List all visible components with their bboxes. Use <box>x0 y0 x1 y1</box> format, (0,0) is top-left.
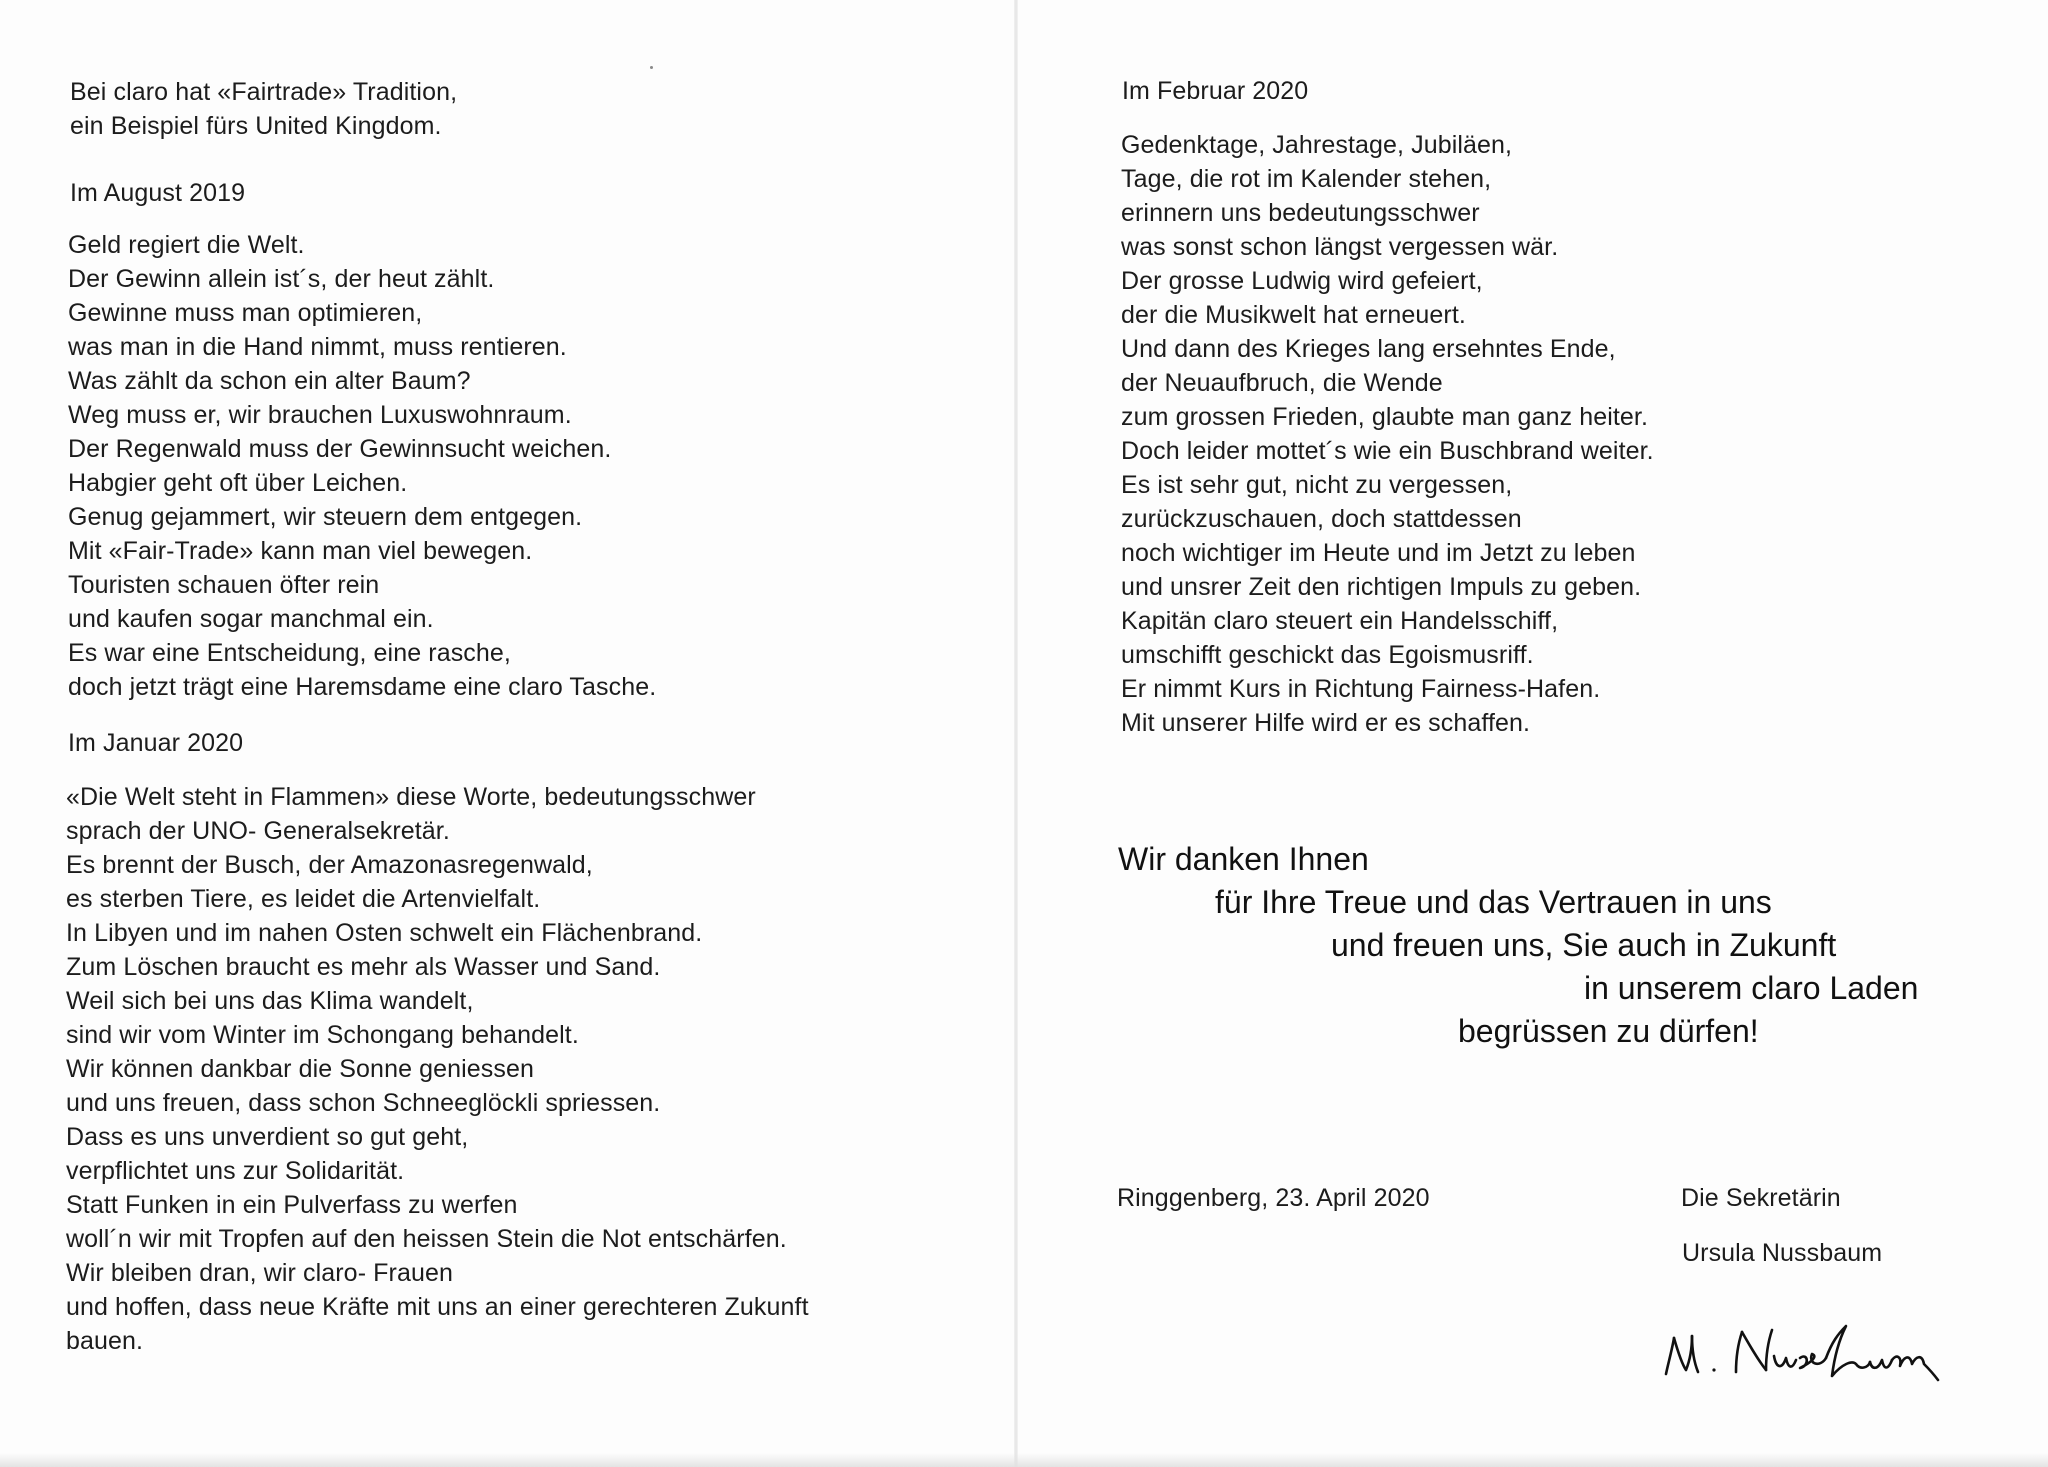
poem-line: erinnern uns bedeutungsschwer <box>1121 199 1480 227</box>
poem-line: Mit «Fair-Trade» kann man viel bewegen. <box>68 537 533 565</box>
poem-line: der Neuaufbruch, die Wende <box>1121 369 1443 397</box>
poem-line: woll´n wir mit Tropfen auf den heissen Stein die Not entschärfen. <box>66 1225 787 1253</box>
poem-line: Habgier geht oft über Leichen. <box>68 469 408 497</box>
poem-line: Gedenktage, Jahrestage, Jubiläen, <box>1121 131 1513 159</box>
intro-line: Bei claro hat «Fairtrade» Tradition, <box>70 78 458 106</box>
poem-line: Gewinne muss man optimieren, <box>68 299 423 327</box>
section-heading-januar: Im Januar 2020 <box>68 729 244 757</box>
section-heading-februar: Im Februar 2020 <box>1122 77 1309 105</box>
poem-line: Es brennt der Busch, der Amazonasregenwald, <box>66 851 593 879</box>
poem-line: Weg muss er, wir brauchen Luxuswohnraum. <box>68 401 572 429</box>
scan-edge-shadow <box>0 1453 2048 1467</box>
poem-line: zurückzuschauen, doch stattdessen <box>1121 505 1522 533</box>
poem-line: In Libyen und im nahen Osten schwelt ein Flächenbrand. <box>66 919 703 947</box>
poem-line: Es ist sehr gut, nicht zu vergessen, <box>1121 471 1513 499</box>
thanks-line: begrüssen zu dürfen! <box>1458 1013 1759 1049</box>
handwritten-signature <box>1662 1308 1962 1386</box>
poem-line: was man in die Hand nimmt, muss rentieren. <box>68 333 567 361</box>
thanks-line: in unserem claro Laden <box>1584 970 1919 1006</box>
poem-line: und unsrer Zeit den richtigen Impuls zu geben. <box>1121 573 1642 601</box>
poem-line: Genug gejammert, wir steuern dem entgegen. <box>68 503 583 531</box>
poem-line: Tage, die rot im Kalender stehen, <box>1121 165 1492 193</box>
poem-line: Kapitän claro steuert ein Handelsschiff, <box>1121 607 1559 635</box>
signer-role: Die Sekretärin <box>1681 1184 1841 1212</box>
poem-line: Der grosse Ludwig wird gefeiert, <box>1121 267 1483 295</box>
section-heading-august: Im August 2019 <box>70 179 246 207</box>
thanks-line: und freuen uns, Sie auch in Zukunft <box>1331 927 1837 963</box>
poem-line: es sterben Tiere, es leidet die Artenvielfalt. <box>66 885 541 913</box>
poem-line: Der Regenwald muss der Gewinnsucht weichen. <box>68 435 612 463</box>
poem-line: Doch leider mottet´s wie ein Buschbrand weiter. <box>1121 437 1654 465</box>
poem-line: Der Gewinn allein ist´s, der heut zählt. <box>68 265 495 293</box>
signer-name: Ursula Nussbaum <box>1682 1239 1883 1267</box>
poem-line: Er nimmt Kurs in Richtung Fairness-Hafen. <box>1121 675 1601 703</box>
poem-line: Geld regiert die Welt. <box>68 231 305 259</box>
poem-line: noch wichtiger im Heute und im Jetzt zu leben <box>1121 539 1636 567</box>
poem-line: zum grossen Frieden, glaubte man ganz heiter. <box>1121 403 1649 431</box>
poem-line: und uns freuen, dass schon Schneeglöckli spriessen. <box>66 1089 661 1117</box>
poem-line: und kaufen sogar manchmal ein. <box>68 605 434 633</box>
thanks-line: Wir danken Ihnen <box>1118 841 1369 877</box>
poem-line: Es war eine Entscheidung, eine rasche, <box>68 639 511 667</box>
poem-line: «Die Welt steht in Flammen» diese Worte, bedeutungsschwer <box>66 783 756 811</box>
poem-line: Touristen schauen öfter rein <box>68 571 380 599</box>
poem-line: Weil sich bei uns das Klima wandelt, <box>66 987 474 1015</box>
poem-line: sprach der UNO- Generalsekretär. <box>66 817 450 845</box>
poem-line: sind wir vom Winter im Schongang behandelt. <box>66 1021 579 1049</box>
thanks-line: für Ihre Treue und das Vertrauen in uns <box>1215 884 1772 920</box>
poem-line: Zum Löschen braucht es mehr als Wasser und Sand. <box>66 953 661 981</box>
poem-line: umschifft geschickt das Egoismusriff. <box>1121 641 1534 669</box>
poem-line: was sonst schon längst vergessen wär. <box>1121 233 1559 261</box>
poem-line: Dass es uns unverdient so gut geht, <box>66 1123 469 1151</box>
intro-line: ein Beispiel fürs United Kingdom. <box>70 112 442 140</box>
poem-line: Wir bleiben dran, wir claro- Frauen <box>66 1259 453 1287</box>
poem-line: und hoffen, dass neue Kräfte mit uns an einer gerechteren Zukunft <box>66 1293 809 1321</box>
poem-line: Mit unserer Hilfe wird er es schaffen. <box>1121 709 1531 737</box>
poem-line: Statt Funken in ein Pulverfass zu werfen <box>66 1191 518 1219</box>
poem-line: der die Musikwelt hat erneuert. <box>1121 301 1466 329</box>
poem-line: Wir können dankbar die Sonne geniessen <box>66 1055 534 1083</box>
poem-line: bauen. <box>66 1327 144 1355</box>
scan-speck <box>650 66 653 69</box>
poem-line: Was zählt da schon ein alter Baum? <box>68 367 471 395</box>
poem-line: verpflichtet uns zur Solidarität. <box>66 1157 405 1185</box>
poem-line: doch jetzt trägt eine Haremsdame eine claro Tasche. <box>68 673 657 701</box>
poem-line: Und dann des Krieges lang ersehntes Ende, <box>1121 335 1616 363</box>
page-fold <box>1014 0 1018 1467</box>
place-date: Ringgenberg, 23. April 2020 <box>1117 1184 1430 1212</box>
